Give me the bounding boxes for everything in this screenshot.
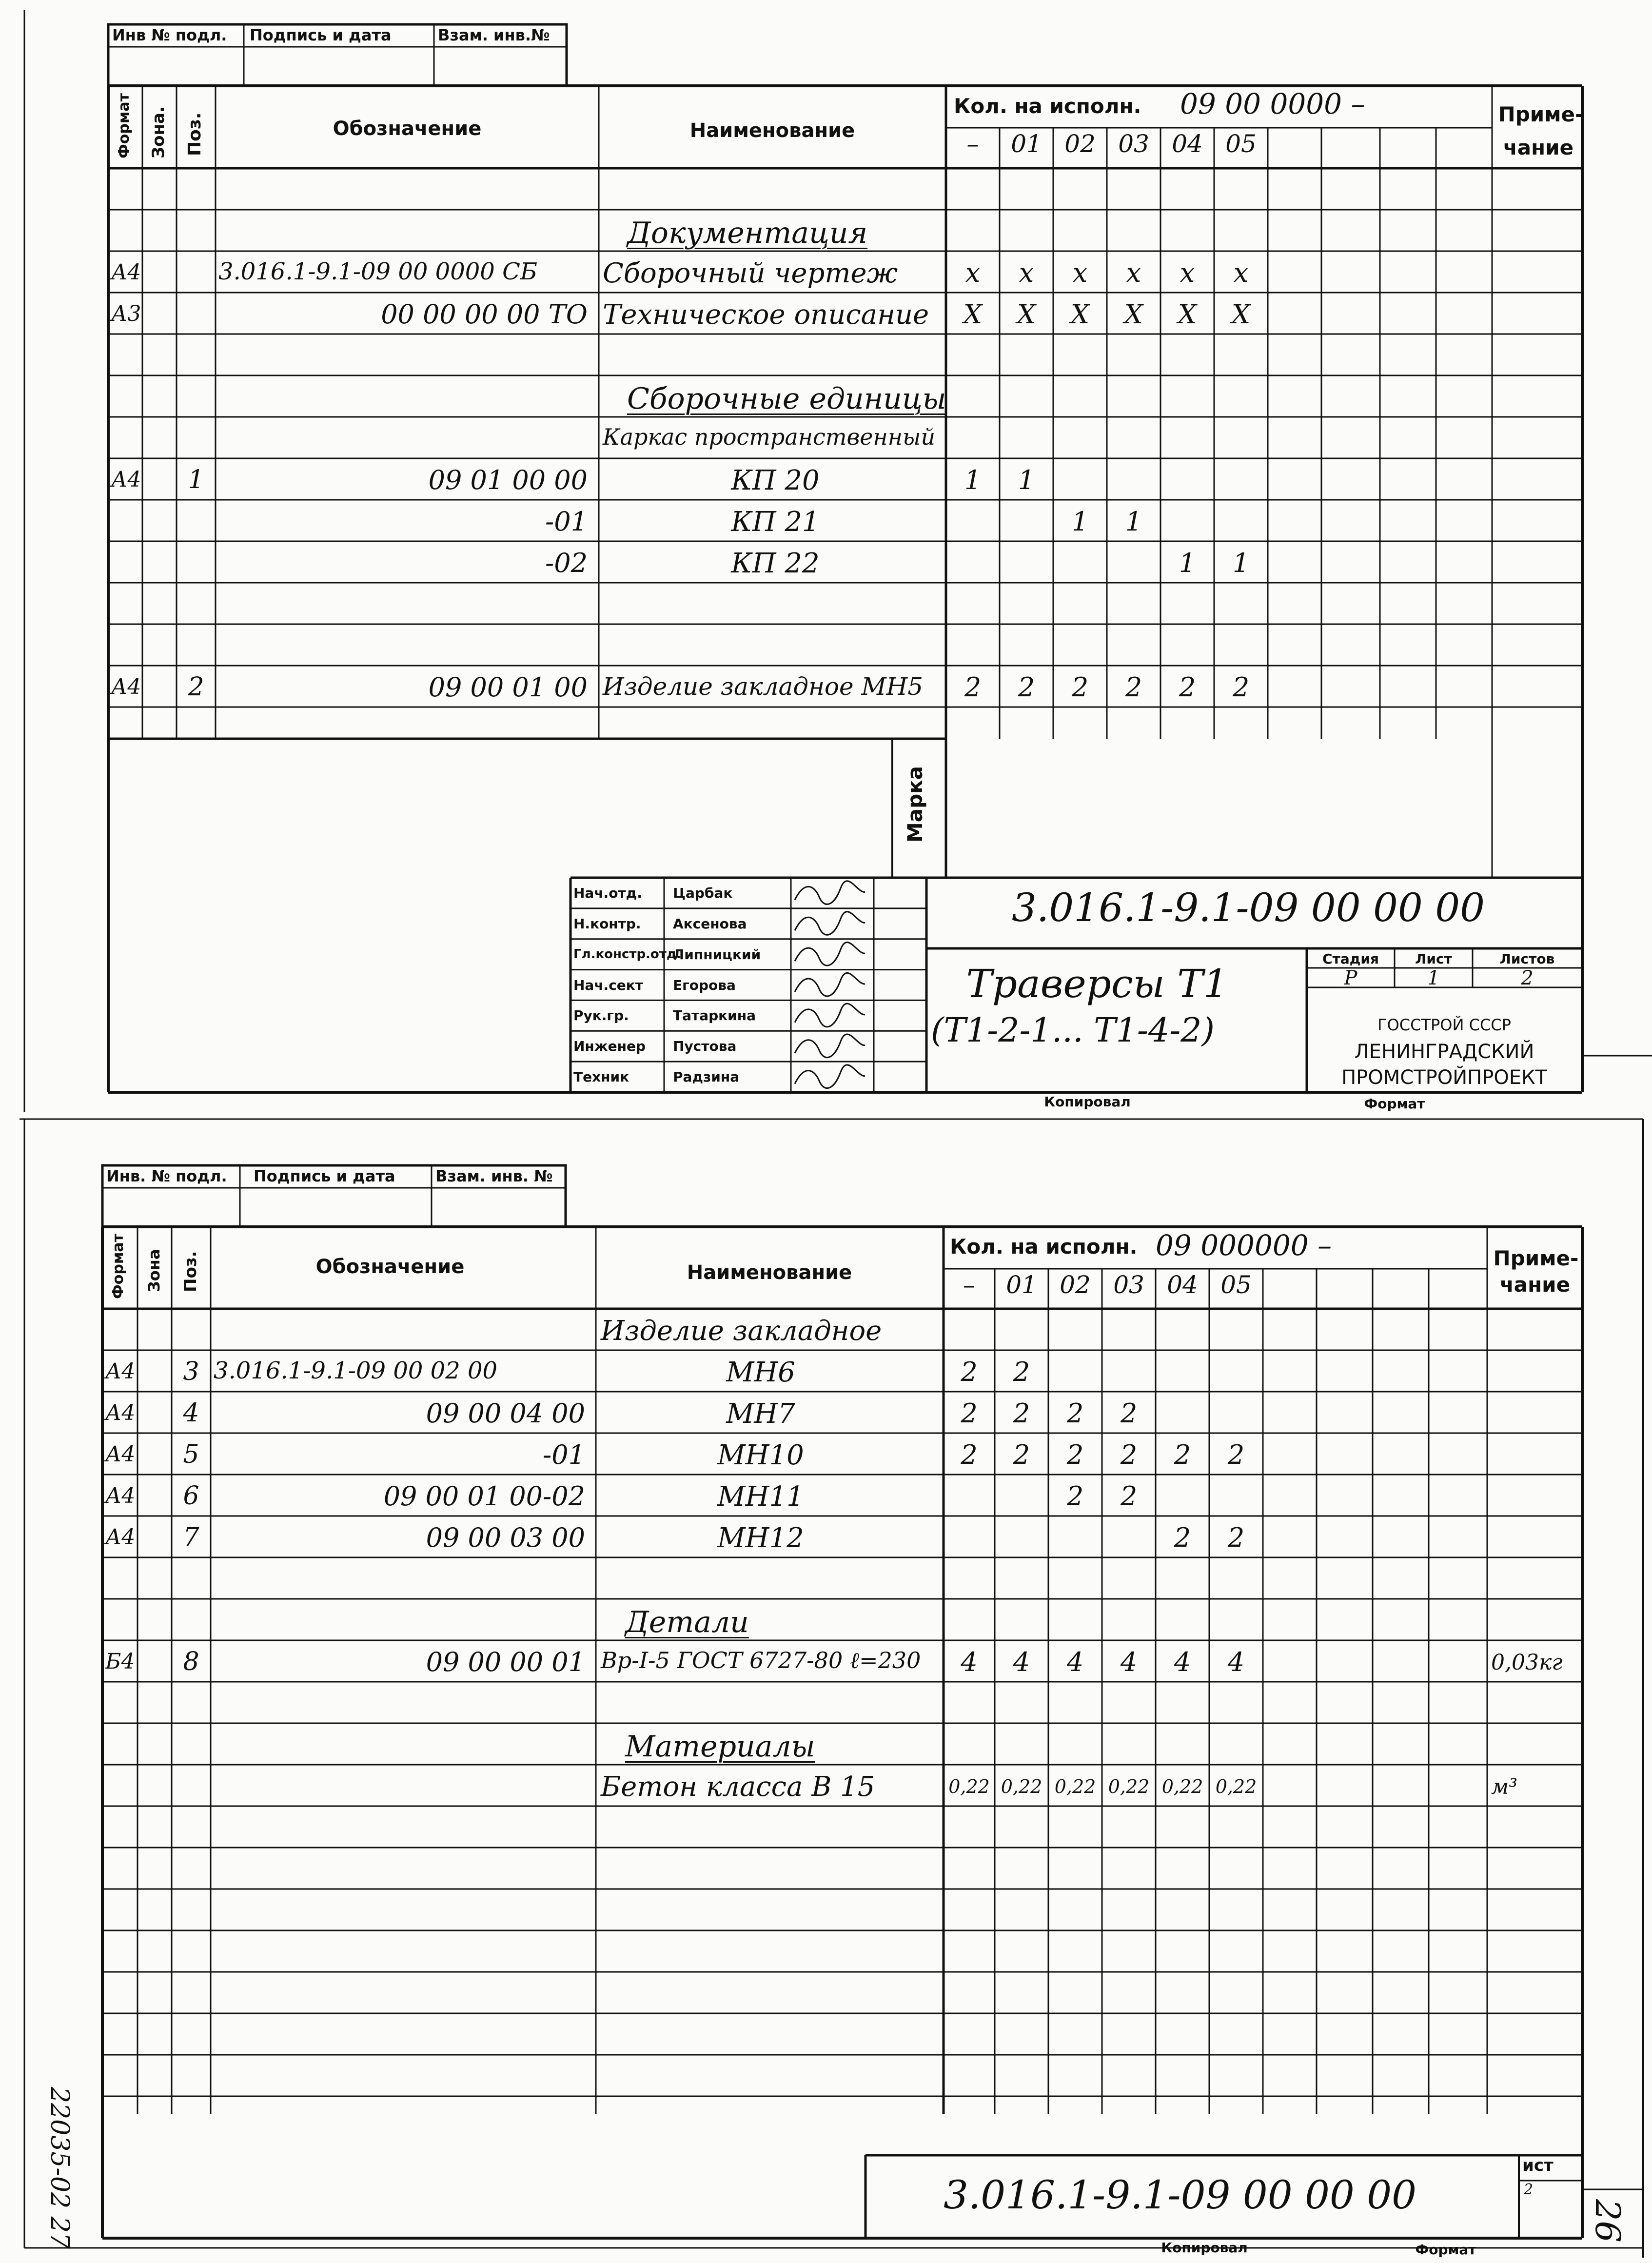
stamp-code: 3.016.1-9.1-09 00 00 00 [1011, 885, 1485, 930]
qty-cell: X [963, 299, 983, 330]
format-cell: А4 [111, 260, 141, 285]
qty-cell: 2 [1013, 1357, 1030, 1387]
position-cell: 1 [188, 465, 204, 494]
signature-role: Н.контр. [573, 915, 641, 932]
designation-cell: 3.016.1-9.1-09 00 0000 СБ [218, 258, 538, 285]
format-cell: А4 [105, 1483, 136, 1508]
qty-cell: 2 [961, 1439, 978, 1470]
qty-cell: 0,22 [1001, 1776, 1042, 1797]
variant-04: 04 [1172, 130, 1203, 158]
name-cell: КП 21 [731, 506, 820, 538]
approval-sign-label: Подпись и дата [254, 1167, 395, 1185]
name-cell: Изделие закладное МН5 [603, 672, 924, 701]
signature-mark [795, 942, 865, 965]
signature-role: Гл.констр.отд. [573, 946, 682, 962]
designation-cell: -02 [545, 548, 588, 578]
marka-label: Марка [903, 766, 927, 843]
copied-label: Копировал [1161, 2240, 1248, 2256]
format-cell: А4 [105, 1359, 136, 1384]
name-cell: КП 22 [731, 548, 820, 579]
designation-cell: 00 00 00 00 ТО [381, 299, 588, 330]
position-cell: 8 [183, 1647, 199, 1676]
signature-name: Пустова [673, 1038, 737, 1055]
name-cell: Техническое описание [603, 299, 929, 331]
qty-cell: 0,22 [948, 1776, 990, 1797]
qty-cell: 0,22 [1054, 1776, 1096, 1797]
qty-cell: 2 [1071, 672, 1089, 703]
header-designation: Обозначение [333, 118, 482, 140]
qty-cell: 1 [1179, 548, 1196, 578]
approval-vzam-label: Взам. инв.№ [438, 26, 550, 44]
qty-cell: 4 [961, 1647, 978, 1677]
side-archive-number: 22035-02 27 [45, 2087, 74, 2249]
qty-cell: 2 [1174, 1439, 1191, 1470]
signature-role: Рук.гр. [573, 1007, 629, 1024]
variant-04: 04 [1167, 1271, 1198, 1299]
sheet-header: Лист [1415, 951, 1452, 967]
name-cell: Материалы [625, 1730, 815, 1764]
format-label: Формат [1364, 1096, 1425, 1112]
header-pos: Поз. [185, 112, 205, 156]
qty-cell: 1 [1071, 506, 1089, 537]
qty-cell: 0,22 [1161, 1776, 1203, 1797]
spec-sheet-2 [0, 1112, 1652, 2263]
signature-role: Нач.отд. [573, 885, 642, 901]
sheets-value: 2 [1521, 967, 1534, 989]
qty-cell: X [1070, 299, 1090, 330]
qty-cell: x [1126, 257, 1141, 288]
header-name: Наименование [689, 119, 855, 142]
drawing-subtitle: (Т1-2-1... Т1-4-2) [931, 1011, 1215, 1050]
designation-cell: 09 00 03 00 [426, 1522, 585, 1553]
qty-cell: 2 [1120, 1439, 1138, 1470]
stamp-list-label: ист [1522, 2156, 1554, 2175]
name-cell: Сборочные единицы [627, 382, 946, 416]
header-note-a: Приме- [1498, 102, 1584, 126]
name-cell: КП 20 [731, 465, 820, 496]
position-cell: 6 [183, 1481, 199, 1511]
name-cell: МН10 [717, 1439, 804, 1471]
name-cell: Сборочный чертеж [603, 257, 898, 289]
variant-05: 05 [1220, 1271, 1252, 1299]
org-line-2: ЛЕНИНГРАДСКИЙ [1354, 1041, 1534, 1063]
signature-mark [795, 1065, 865, 1088]
designation-cell: -01 [545, 506, 588, 537]
qty-cell: 4 [1066, 1647, 1084, 1677]
signature-mark [795, 1034, 865, 1058]
spec-sheet-1 [0, 0, 1652, 1122]
designation-cell: 09 00 04 00 [426, 1398, 585, 1429]
format-cell: А4 [111, 467, 141, 492]
signature-name: Аксенова [673, 915, 747, 932]
qty-cell: X [1124, 299, 1143, 330]
qty-cell: X [1231, 299, 1251, 330]
header-designation: Обозначение [315, 1256, 465, 1278]
designation-cell: 09 00 00 01 [426, 1647, 585, 1677]
qty-cell: 2 [964, 672, 982, 703]
sheet-2-frame [0, 1112, 1652, 2263]
format-cell: А4 [105, 1400, 136, 1425]
qty-cell: 2 [1227, 1522, 1245, 1553]
header-pos: Поз. [181, 1251, 200, 1292]
stage-header: Стадия [1322, 951, 1379, 967]
variant-base: – [966, 130, 979, 158]
signature-mark [795, 912, 865, 935]
designation-cell: 09 00 01 00-02 [383, 1481, 585, 1512]
qty-cell: 2 [1066, 1398, 1084, 1429]
designation-cell: 09 01 00 00 [428, 465, 588, 495]
name-cell: Бетон класса В 15 [601, 1771, 875, 1803]
qty-cell: 2 [1066, 1439, 1084, 1470]
qty-cell: 4 [1227, 1647, 1245, 1677]
name-cell: Изделие закладное [601, 1315, 882, 1347]
qty-cell: 1 [1232, 548, 1250, 578]
variant-02: 02 [1060, 1271, 1091, 1299]
variant-02: 02 [1064, 130, 1096, 158]
name-cell: МН11 [717, 1481, 804, 1513]
org-line-3: ПРОМСТРОЙПРОЕКТ [1341, 1066, 1547, 1089]
qty-cell: X [1017, 299, 1036, 330]
header-base-designation: 09 000000 – [1156, 1229, 1332, 1262]
signature-name: Татаркина [673, 1007, 756, 1024]
designation-cell: 3.016.1-9.1-09 00 02 00 [214, 1357, 498, 1384]
variant-05: 05 [1225, 130, 1257, 158]
qty-cell: 2 [1013, 1439, 1030, 1470]
note-cell: м³ [1491, 1774, 1518, 1799]
approval-inv-label: Инв. № подл. [106, 1167, 227, 1185]
designation-cell: -01 [543, 1439, 585, 1470]
position-cell: 4 [183, 1398, 199, 1428]
qty-cell: 2 [1120, 1481, 1138, 1512]
header-qty: Кол. на исполн. [950, 1235, 1138, 1259]
qty-cell: X [1178, 299, 1197, 330]
qty-cell: 2 [1125, 672, 1142, 703]
qty-cell: 1 [1018, 465, 1035, 495]
name-cell: Детали [625, 1605, 749, 1639]
qty-cell: x [1072, 257, 1088, 288]
format-cell: А4 [105, 1525, 136, 1550]
name-cell: МН6 [726, 1357, 795, 1388]
header-format: Формат [110, 1234, 127, 1299]
format-label: Формат [1415, 2242, 1476, 2258]
sheet-1-frame [0, 0, 1652, 1122]
approval-inv-label: Инв № подл. [112, 26, 227, 44]
qty-cell: 4 [1013, 1647, 1030, 1677]
qty-cell: 2 [1066, 1481, 1084, 1512]
format-cell: А4 [105, 1442, 136, 1467]
qty-cell: 2 [1227, 1439, 1245, 1470]
copied-label: Копировал [1044, 1094, 1131, 1110]
name-cell: Каркас пространственный [603, 424, 936, 450]
header-note-b: чание [1499, 1273, 1571, 1297]
signature-mark [795, 1004, 865, 1027]
header-qty: Кол. на исполн. [954, 94, 1141, 118]
qty-cell: 0,22 [1215, 1776, 1257, 1797]
qty-cell: 2 [1013, 1398, 1030, 1429]
position-cell: 3 [183, 1357, 199, 1386]
header-note-a: Приме- [1493, 1246, 1579, 1270]
qty-cell: 2 [1120, 1398, 1138, 1429]
qty-cell: 2 [961, 1398, 978, 1429]
header-name: Наименование [687, 1261, 852, 1284]
approval-sign-label: Подпись и дата [250, 26, 392, 44]
qty-cell: x [965, 257, 981, 288]
signature-role: Техник [573, 1069, 629, 1085]
header-note-b: чание [1503, 136, 1574, 159]
qty-cell: 4 [1120, 1647, 1138, 1677]
variant-03: 03 [1118, 130, 1149, 158]
header-zone: Зона. [149, 106, 168, 158]
variant-01: 01 [1011, 130, 1042, 158]
signature-name: Егорова [673, 977, 736, 993]
variant-01: 01 [1006, 1271, 1037, 1299]
qty-cell: x [1233, 257, 1249, 288]
page-number: 26 [1588, 2199, 1628, 2243]
qty-cell: 2 [1232, 672, 1250, 703]
signature-mark [795, 973, 865, 996]
header-base-designation: 09 00 0000 – [1180, 87, 1365, 120]
signature-role: Инженер [573, 1038, 646, 1055]
qty-cell: 0,22 [1108, 1776, 1150, 1797]
qty-cell: 2 [961, 1357, 978, 1387]
signature-mark [795, 881, 865, 905]
signature-name: Царбак [673, 885, 733, 901]
sheet-value: 1 [1427, 967, 1440, 989]
approval-vzam-label: Взам. инв. № [435, 1167, 553, 1185]
qty-cell: 1 [964, 465, 982, 495]
qty-cell: 2 [1179, 672, 1196, 703]
signature-name: Радзина [673, 1069, 740, 1085]
format-cell: А3 [111, 301, 141, 326]
signature-role: Нач.сект [573, 977, 644, 993]
name-cell: Вр-I-5 ГОСТ 6727-80 ℓ=230 [601, 1647, 921, 1673]
note-cell: 0,03кг [1491, 1650, 1563, 1675]
format-cell: Б4 [105, 1649, 135, 1674]
qty-cell: 1 [1125, 506, 1142, 537]
name-cell: Документация [627, 216, 868, 250]
position-cell: 2 [188, 672, 204, 702]
stamp-list-number: 2 [1524, 2181, 1534, 2198]
qty-cell: 2 [1018, 672, 1035, 703]
qty-cell: x [1019, 257, 1034, 288]
stamp-code: 3.016.1-9.1-09 00 00 00 [943, 2172, 1417, 2218]
stage-value: Р [1344, 967, 1357, 989]
name-cell: МН12 [717, 1522, 804, 1554]
name-cell: МН7 [726, 1398, 795, 1430]
position-cell: 5 [183, 1440, 199, 1469]
qty-cell: x [1180, 257, 1195, 288]
variant-base: – [963, 1271, 975, 1299]
header-zone: Зона [145, 1249, 163, 1292]
designation-cell: 09 00 01 00 [428, 672, 588, 703]
position-cell: 7 [183, 1523, 199, 1552]
variant-03: 03 [1113, 1271, 1144, 1299]
drawing-title: Траверсы Т1 [966, 961, 1228, 1006]
org-line-1: ГОССТРОЙ СССР [1377, 1016, 1511, 1034]
header-format: Формат [116, 93, 133, 158]
qty-cell: 2 [1174, 1522, 1191, 1553]
sheets-header: Листов [1499, 951, 1555, 967]
format-cell: А4 [111, 674, 141, 699]
qty-cell: 4 [1174, 1647, 1191, 1677]
signature-name: Липницкий [673, 946, 761, 963]
